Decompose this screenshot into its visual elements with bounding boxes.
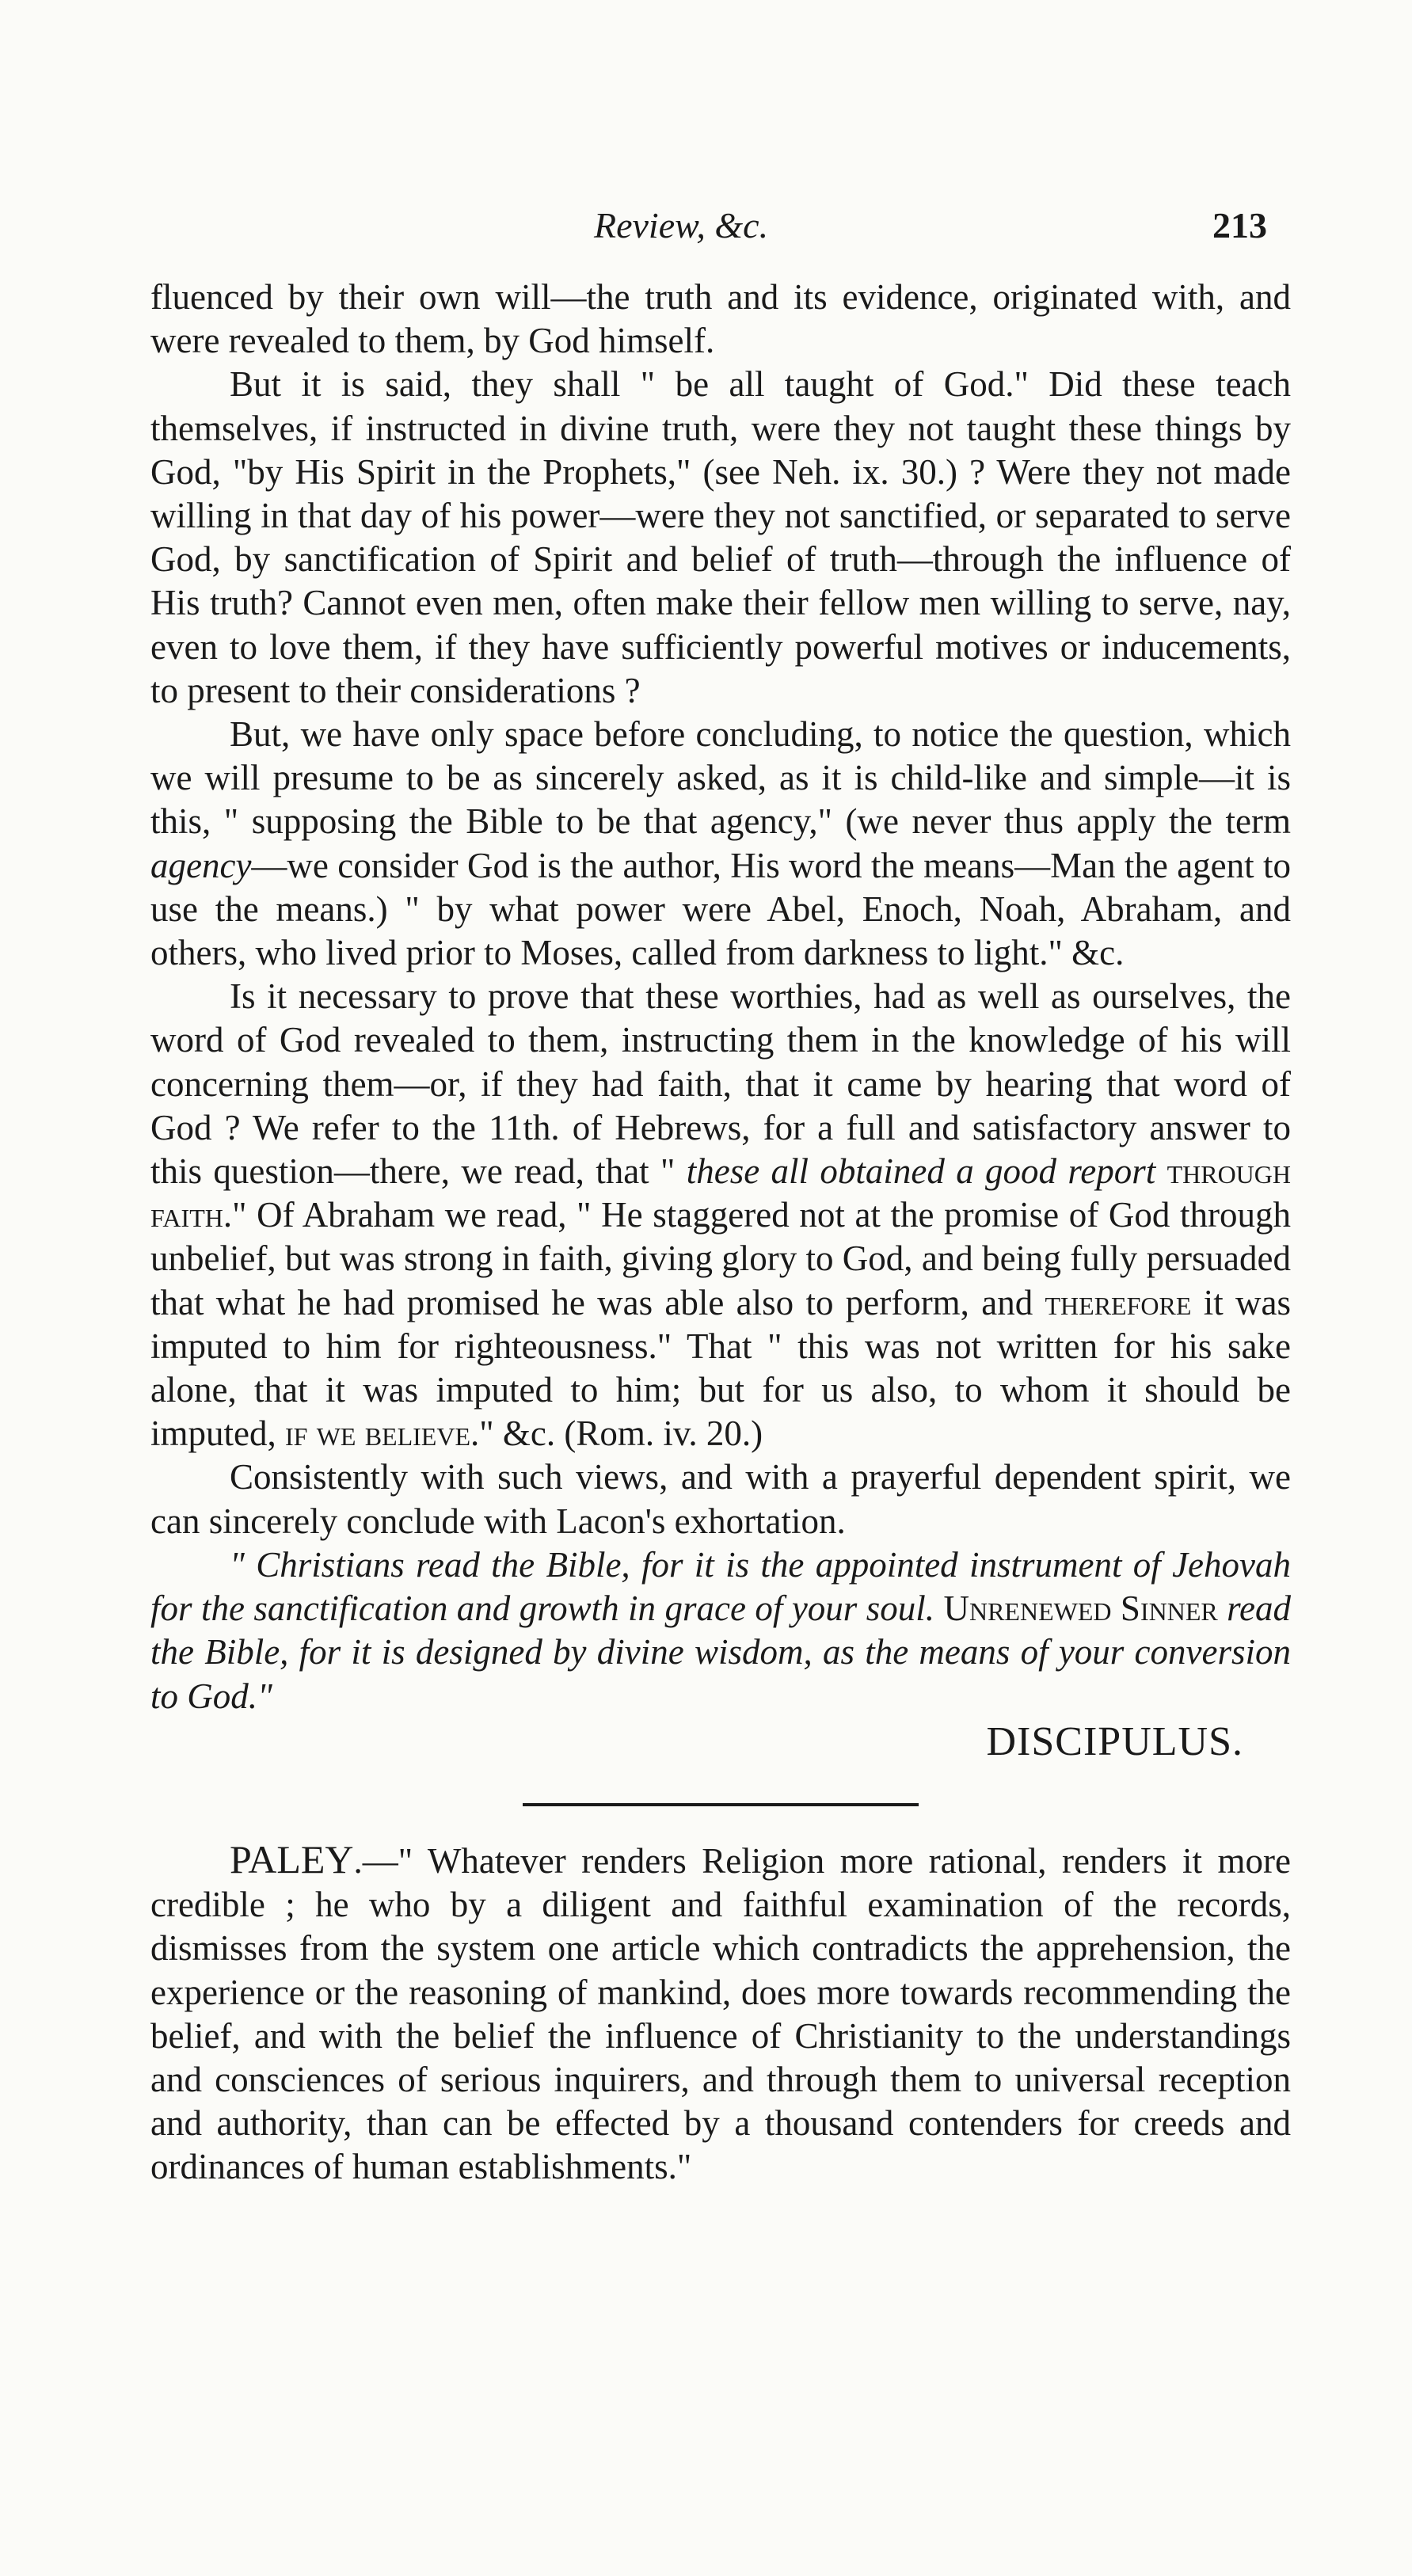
imputed-text: it was imputed to him for righteousness." That " this was not written for his sake alone, that it was imputed to him; but for us also, to whom it should be imputed, <box>150 1282 1291 1454</box>
agency-question-text: But, we have only space before concluding, to notice the question, which we will presume to be as sincerely asked, as it is child-like and simple—it is this, " supposing the Bible to be that agency," (we never thus apply the term <box>150 714 1291 842</box>
agency-term: agency <box>150 845 252 885</box>
paley-quote: .—" Whatever renders Religion more rational, renders it more credible ; he who by a diligent and faithful examination of the records, dismisses from the system one article which contradicts the apprehension, the experience or the reasoning of mankind, does more towards recommending the belief, and with the belief the influence of Christianity to the understandings and consciences of serious inquirers, and through them to universal reception and authority, than can be effected by a thousand contenders for creeds and ordinances of human establishments." <box>150 1840 1291 2187</box>
running-head: Review, &c. <box>594 205 769 245</box>
if-we-believe: if we believe <box>284 1414 470 1454</box>
unrenewed-sinner: Unrenewed Sinner <box>943 1589 1218 1629</box>
abraham-text: ." Of Abraham we read, " He staggered not at the promise of God through unbelief, but was strong in faith, giving glory to God, and being fully persuaded that what he had promised he was able also to perform, and <box>150 1195 1291 1322</box>
exhortation-text: " Christians read the Bible, for it is the appointed instrument of Jehovah for the sanctification and growth in grace of your soul. <box>150 1544 1291 1629</box>
signature: DISCIPULUS. <box>986 1718 1243 1764</box>
exhortation-text-end: read the Bible, for it is designed by divine wisdom, as the means of your conversion to God." <box>150 1589 1291 1716</box>
paragraph-paley <box>150 1838 1291 2190</box>
page-header <box>150 204 1291 260</box>
section-divider <box>523 1803 919 1806</box>
paragraph-worthies <box>150 975 1291 1455</box>
good-report-quote: these all obtained a good report <box>686 1151 1156 1192</box>
paragraph-agency-question <box>150 713 1291 975</box>
paragraph-taught-of-god: But it is said, they shall " be all taught of God." Did these teach themselves, if instructed in divine truth, were they not taught these things by God, "by His Spirit in the Prophets," (see Neh. ix. 30.) ? Were they not made willing in that day of his power—were they not sanctified, or separated to serve God, by sanctification of Spirit and belief of truth—through the influence of His truth? Cannot even men, often make their fellow men willing to serve, nay, even to love them, if they have sufficiently powerful motives or inducements, to present to their considerations ? <box>150 364 1291 710</box>
page-number: 213 <box>1212 205 1267 245</box>
agency-question-text-end: —we consider God is the author, His word the means—Man the agent to use the means.) " by what power were Abel, Enoch, Noah, Abraham, and others, who lived prior to Moses, called from darkness to light." &c. <box>150 845 1291 973</box>
paragraph-continuation: fluenced by their own will—the truth and its evidence, originated with, and were revealed to them, by God himself. <box>150 277 1291 361</box>
worthies-text: Is it necessary to prove that these worthies, had as well as ourselves, the word of God revealed to them, instructing them in the knowledge of his will concerning them—or, if they had faith, that it came by hearing that word of God ? We refer to the 11th. of Hebrews, for a full and satisfactory answer to this question—there, we read, that " <box>150 976 1291 1192</box>
paragraph-lacon: Consistently with such views, and with a prayerful dependent spirit, we can sincerely conclude with Lacon's exhortation. <box>150 1457 1291 1541</box>
paragraph-exhortation <box>150 1543 1291 1718</box>
paley-name: PALEY <box>230 1836 354 1882</box>
body-text <box>150 276 1291 2190</box>
romans-reference: ." &c. (Rom. iv. 20.) <box>470 1414 763 1454</box>
therefore-word: therefore <box>1045 1282 1192 1322</box>
through-faith: through faith <box>150 1151 1291 1235</box>
